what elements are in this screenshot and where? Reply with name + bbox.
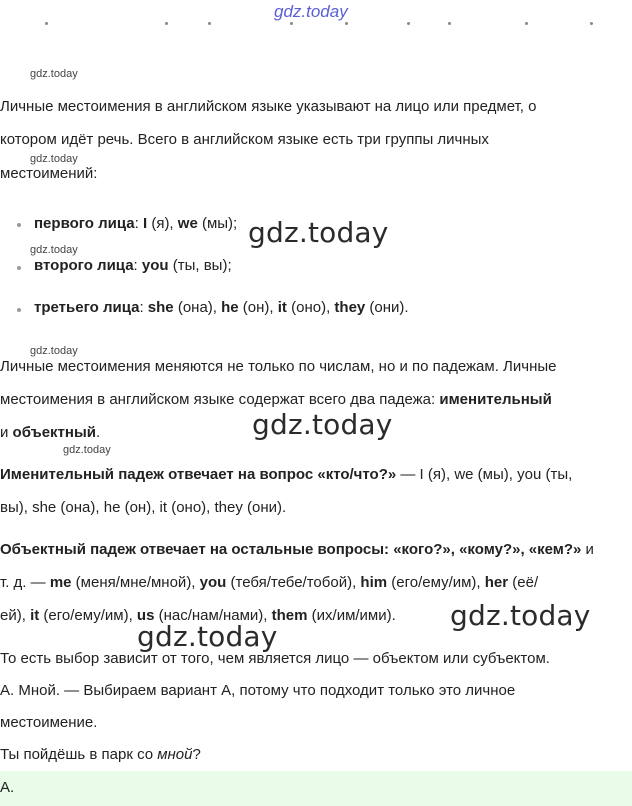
watermark-big: gdz.today: [137, 620, 278, 653]
bullet-dot: [17, 266, 21, 270]
cases-line: местоимения в английском языке содержат всего два падежа: именительный: [0, 391, 552, 408]
watermark-small: gdz.today: [30, 345, 78, 357]
watermark-small: gdz.today: [63, 444, 111, 456]
bullet-first-person: первого лица: I (я), we (мы);: [34, 215, 238, 232]
intro-line: местоимений:: [0, 165, 98, 182]
watermark-small: gdz.today: [30, 153, 78, 165]
answer-box: [0, 771, 632, 806]
nominative-line: вы), she (она), he (он), it (оно), they (они).: [0, 499, 287, 516]
watermark-small: gdz.today: [30, 244, 78, 256]
answer-explanation: A. Мной. — Выбираем вариант A, потому что подходит только это личное: [0, 682, 516, 699]
intro-line: котором идёт речь. Всего в английском языке есть три группы личных: [0, 131, 489, 148]
cases-line: Личные местоимения меняются не только по числам, но и по падежам. Личные: [0, 358, 557, 375]
bullet-third-person: третьего лица: she (она), he (он), it (оно), they (они).: [34, 299, 409, 316]
bullet-second-person: второго лица: you (ты, вы);: [34, 257, 232, 274]
nominative-line: Именительный падеж отвечает на вопрос «кто/что?» — I (я), we (мы), you (ты,: [0, 466, 573, 483]
watermark-big: gdz.today: [248, 216, 389, 249]
cases-line: и объектный.: [0, 424, 101, 441]
watermark-big: gdz.today: [252, 408, 393, 441]
objective-line: т. д. — me (меня/мне/мной), you (тебя/тебе/тобой), him (его/ему/им), her (её/: [0, 574, 539, 591]
answer-text: A.: [0, 779, 15, 796]
watermark-big: gdz.today: [450, 599, 591, 632]
watermark-small: gdz.today: [30, 68, 78, 80]
intro-line: Личные местоимения в английском языке указывают на лицо или предмет, о: [0, 98, 537, 115]
watermark-top: gdz.today: [274, 2, 348, 21]
objective-line: ей), it (его/ему/им), us (нас/нам/нами), them (их/им/ими).: [0, 607, 396, 624]
conclusion-text: То есть выбор зависит от того, чем является лицо — объектом или субъектом.: [0, 650, 550, 667]
objective-line: Объектный падеж отвечает на остальные вопросы: «кого?», «кому?», «кем?» и: [0, 541, 594, 558]
answer-explanation: местоимение.: [0, 714, 98, 731]
question-text: Ты пойдёшь в парк со мной?: [0, 746, 201, 763]
bullet-dot: [17, 308, 21, 312]
bullet-dot: [17, 223, 21, 227]
